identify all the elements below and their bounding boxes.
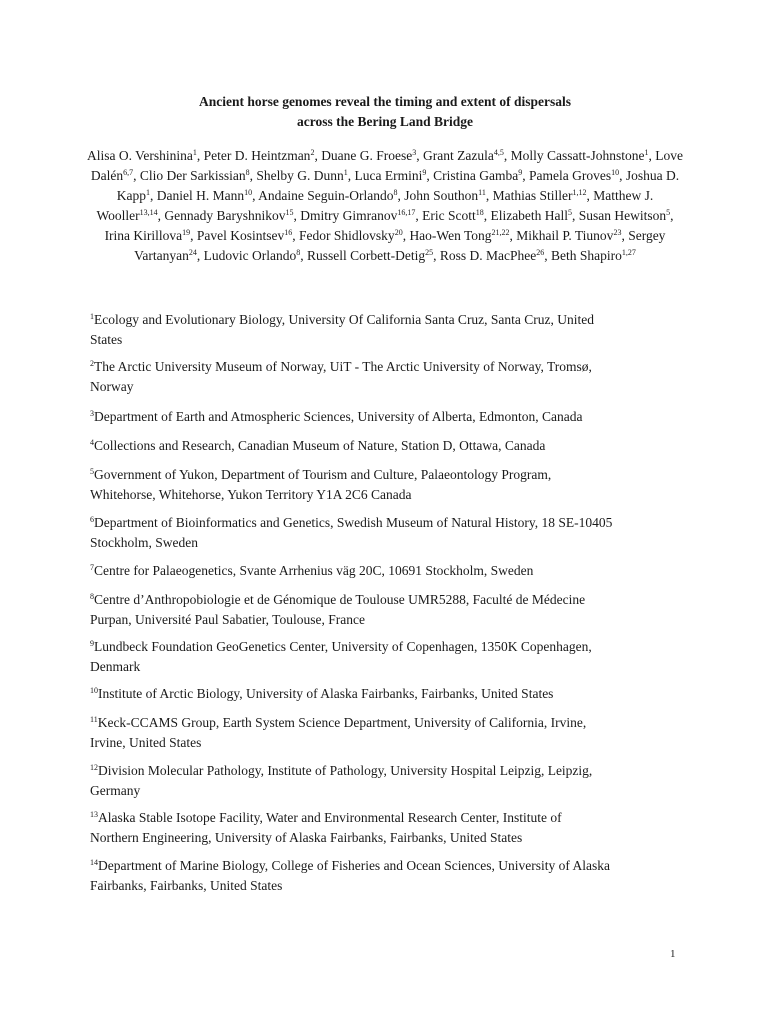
- affiliation-entry: [90, 513, 690, 552]
- affiliation-entry: [90, 808, 690, 847]
- author-name: Eric Scott: [422, 208, 476, 223]
- author-affiliation-marker: 8: [245, 168, 250, 177]
- author: [321, 148, 416, 163]
- author-name: Luca Ermini: [354, 168, 423, 183]
- affiliation-number: 14: [90, 858, 98, 867]
- affiliation-text: Keck-CCAMS Group, Earth System Science Department, University of California, Irvine,: [97, 715, 587, 730]
- author: [409, 228, 509, 243]
- author: [440, 248, 544, 263]
- author-name: John Southon: [404, 188, 479, 203]
- author-affiliation-marker: 9: [422, 168, 427, 177]
- author-affiliation-marker: 23: [613, 228, 622, 237]
- author-name: Peter D. Heintzman: [203, 148, 311, 163]
- author-name: Susan Hewitson: [578, 208, 667, 223]
- affiliation-entry: [90, 856, 690, 895]
- affiliation-number: 9: [90, 639, 94, 648]
- author-name: Fedor Shidlovsky: [299, 228, 395, 243]
- author-affiliation-marker: 19: [182, 228, 191, 237]
- author-affiliation-marker: 24: [188, 248, 197, 257]
- author-affiliation-marker: 20: [394, 228, 403, 237]
- author: [579, 208, 670, 223]
- author-affiliation-marker: 1: [192, 148, 197, 157]
- author: [355, 168, 427, 183]
- affiliation-text-continued: Germany: [90, 782, 141, 798]
- author: [87, 148, 197, 163]
- author: [422, 208, 484, 223]
- author: [300, 208, 415, 223]
- author-affiliation-marker: 1,27: [621, 248, 636, 257]
- author-name: Andaine Seguin-Orlando: [258, 188, 394, 203]
- author-name: Ross D. MacPhee: [439, 248, 537, 263]
- affiliation-text: Ecology and Evolutionary Biology, University Of California Santa Cruz, Santa Cruz, United: [94, 312, 595, 327]
- author-affiliation-marker: 5: [666, 208, 671, 217]
- author-affiliation-marker: 16: [284, 228, 293, 237]
- author: [258, 188, 397, 203]
- author-name: Clio Der Sarkissian: [139, 168, 246, 183]
- author-affiliation-marker: 6,7: [123, 168, 134, 177]
- author-name: Grant Zazula: [423, 148, 494, 163]
- author-affiliation-marker: 8: [393, 188, 398, 197]
- author: [140, 168, 250, 183]
- author: [105, 228, 191, 243]
- affiliation-number: 10: [90, 686, 98, 695]
- affiliation-text-continued: Whitehorse, Whitehorse, Yukon Territory Y1A 2C6 Canada: [90, 486, 412, 502]
- affiliation-text-continued: Northern Engineering, University of Alaska Fairbanks, Fairbanks, United States: [90, 829, 523, 845]
- author-name: Matthew J. Wooller: [96, 188, 654, 223]
- author-name: Ludovic Orlando: [203, 248, 297, 263]
- affiliation-text-continued: Irvine, United States: [90, 734, 202, 750]
- affiliation-text: Alaska Stable Isotope Facility, Water and Environmental Research Center, Institute of: [98, 810, 562, 825]
- author: [529, 168, 619, 183]
- author-name: Love Dalén: [90, 148, 684, 183]
- author-affiliation-marker: 4,5: [493, 148, 504, 157]
- author: [490, 208, 572, 223]
- affiliation-text: Centre d’Anthropobiologie et de Génomique de Toulouse UMR5288, Faculté de Médecine: [94, 592, 586, 607]
- author-affiliation-marker: 10: [244, 188, 253, 197]
- author: [197, 228, 292, 243]
- author-affiliation-marker: 21,22: [491, 228, 510, 237]
- affiliation-entry: [90, 407, 690, 427]
- author-affiliation-marker: 11: [478, 188, 486, 197]
- title-line-2: across the Bering Land Bridge: [296, 114, 473, 129]
- author-name: Dmitry Gimranov: [300, 208, 398, 223]
- author: [433, 168, 522, 183]
- affiliation-text: The Arctic University Museum of Norway, UiT - The Arctic University of Norway, Tromsø,: [94, 359, 592, 374]
- affiliation-number: 4: [90, 438, 94, 447]
- author-list: Alisa O. Vershinina$^1$, Peter D. Heintzman$^2$, Duane G. Froese$^3$, Grant Zazula$^{4,5}$, Molly Cassatt-Johnstone$^1$, Love Dalén$^{6,7}$, Clio Der Sarkissian$^8$, Shelby G. Dunn$^1$, Luca Ermini$^9$, Cristina Gamba$^9$, Pamela Groves$^{10}$, Joshua D. Kapp$^1$, Daniel H. Mann$^{10}$, Andaine Seguin-Orlando$^8$, John Southon$^{11}$, Mathias Stiller$^{1,12}$, Matthew J. Wooller$^{13,14}$, Gennady Baryshnikov$^{15}$, Dmitry Gimranov$^{16,17}$, Eric Scott$^{18}$, Elizabeth Hall$^5$, Susan Hewitson$^5$, Irina Kirillova$^{19}$, Pavel Kosintsev$^{16}$, Fedor Shidlovsky$^{20}$, Hao-Wen Tong$^{21,22}$, Mikhail P. Tiunov$^{23}$, Sergey Vartanyan$^{24}$, Ludovic Orlando$^8$, Russell Corbett-Detig$^{25}$, Ross D. MacPhee$^{26}$, Beth Shapiro$^{1,27}$: [86, 148, 684, 263]
- author: [157, 188, 252, 203]
- affiliation-entry: [90, 684, 690, 704]
- author-name: Molly Cassatt-Johnstone: [510, 148, 645, 163]
- author-affiliation-marker: 1: [644, 148, 649, 157]
- affiliation-entry: [90, 561, 690, 581]
- author-affiliation-marker: 26: [536, 248, 545, 257]
- author-affiliation-marker: 15: [285, 208, 294, 217]
- affiliation-text: Department of Earth and Atmospheric Sciences, University of Alberta, Edmonton, Canada: [94, 409, 583, 424]
- author-name: Joshua D. Kapp: [116, 168, 680, 203]
- affiliation-text: Government of Yukon, Department of Tourism and Culture, Palaeontology Program,: [94, 467, 552, 482]
- author-affiliation-marker: 5: [568, 208, 573, 217]
- affiliation-number: 7: [90, 563, 94, 572]
- affiliation-number: 3: [90, 409, 94, 418]
- author-affiliation-marker: 16,17: [397, 208, 416, 217]
- affiliation-entry: [90, 713, 690, 752]
- affiliation-entry: [90, 310, 690, 349]
- affiliation-text: Lundbeck Foundation GeoGenetics Center, University of Copenhagen, 1350K Copenhagen,: [94, 639, 592, 654]
- author: [516, 228, 621, 243]
- author-affiliation-marker: 8: [296, 248, 301, 257]
- author-affiliation-marker: 9: [518, 168, 523, 177]
- author-name: Irina Kirillova: [104, 228, 183, 243]
- author-name: Mikhail P. Tiunov: [516, 228, 614, 243]
- author-name: Gennady Baryshnikov: [164, 208, 286, 223]
- affiliation-entry: [90, 590, 690, 629]
- author-affiliation-marker: 13,14: [139, 208, 158, 217]
- affiliation-entry: [90, 357, 690, 396]
- author: [511, 148, 649, 163]
- affiliation-text: Department of Bioinformatics and Genetics, Swedish Museum of Natural History, 18 SE-10405: [94, 515, 613, 530]
- affiliation-number: 12: [90, 763, 98, 772]
- affiliation-number: 6: [90, 515, 94, 524]
- affiliation-text-continued: Fairbanks, Fairbanks, United States: [90, 877, 283, 893]
- affiliation-text: Division Molecular Pathology, Institute of Pathology, University Hospital Leipzig, Leipzig,: [98, 763, 593, 778]
- affiliation-text: Collections and Research, Canadian Museum of Nature, Station D, Ottawa, Canada: [94, 438, 546, 453]
- author: [423, 148, 504, 163]
- author-affiliation-marker: 3: [412, 148, 417, 157]
- author-name: Beth Shapiro: [550, 248, 622, 263]
- affiliation-number: 1: [90, 312, 94, 321]
- author: [256, 168, 347, 183]
- author-name: Daniel H. Mann: [156, 188, 245, 203]
- author-name: Shelby G. Dunn: [256, 168, 344, 183]
- author-name: Russell Corbett-Detig: [306, 248, 426, 263]
- affiliation-text-continued: Norway: [90, 378, 134, 394]
- author-affiliation-marker: 1: [343, 168, 348, 177]
- page-number: 1: [670, 948, 676, 960]
- author: [551, 248, 636, 263]
- author: [204, 148, 315, 163]
- author-affiliation-marker: 25: [425, 248, 434, 257]
- affiliation-entry: [90, 761, 690, 800]
- author: [307, 248, 433, 263]
- affiliation-entry: [90, 436, 690, 456]
- author-name: Cristina Gamba: [433, 168, 519, 183]
- affiliation-text-continued: Purpan, Université Paul Sabatier, Toulouse, France: [90, 611, 365, 627]
- paper-title: [90, 92, 680, 132]
- title-line-1: Ancient horse genomes reveal the timing and extent of dispersals: [198, 94, 572, 109]
- author-affiliation-marker: 2: [310, 148, 315, 157]
- affiliation-number: 2: [90, 359, 94, 368]
- author-name: Pavel Kosintsev: [196, 228, 285, 243]
- affiliation-text-continued: Denmark: [90, 658, 141, 674]
- affiliation-number: 11: [90, 715, 98, 724]
- affiliation-text-continued: States: [90, 331, 123, 347]
- author-affiliation-marker: 18: [475, 208, 484, 217]
- author-name: Mathias Stiller: [492, 188, 573, 203]
- affiliation-number: 13: [90, 810, 98, 819]
- affiliation-entry: [90, 637, 690, 676]
- affiliation-number: 5: [90, 467, 94, 476]
- author-name: Alisa O. Vershinina: [86, 148, 193, 163]
- affiliation-entry: [90, 465, 690, 504]
- affiliation-text: Department of Marine Biology, College of Fisheries and Ocean Sciences, University of Alaska: [98, 858, 610, 873]
- author: [299, 228, 403, 243]
- author-name: Duane G. Froese: [321, 148, 413, 163]
- author: [204, 248, 301, 263]
- author: [404, 188, 486, 203]
- author-name: Hao-Wen Tong: [409, 228, 492, 243]
- author-affiliation-marker: 10: [611, 168, 620, 177]
- author-name: Pamela Groves: [528, 168, 612, 183]
- affiliation-text: Centre for Palaeogenetics, Svante Arrhenius väg 20C, 10691 Stockholm, Sweden: [94, 563, 534, 578]
- affiliation-text: Institute of Arctic Biology, University of Alaska Fairbanks, Fairbanks, United States: [98, 686, 554, 701]
- author: [164, 208, 293, 223]
- author-affiliation-marker: 1: [146, 188, 151, 197]
- author-name: Elizabeth Hall: [490, 208, 569, 223]
- affiliation-text-continued: Stockholm, Sweden: [90, 534, 198, 550]
- affiliation-number: 8: [90, 592, 94, 601]
- author: [493, 188, 587, 203]
- author-name: Sergey Vartanyan: [134, 228, 666, 263]
- author-affiliation-marker: 1,12: [572, 188, 587, 197]
